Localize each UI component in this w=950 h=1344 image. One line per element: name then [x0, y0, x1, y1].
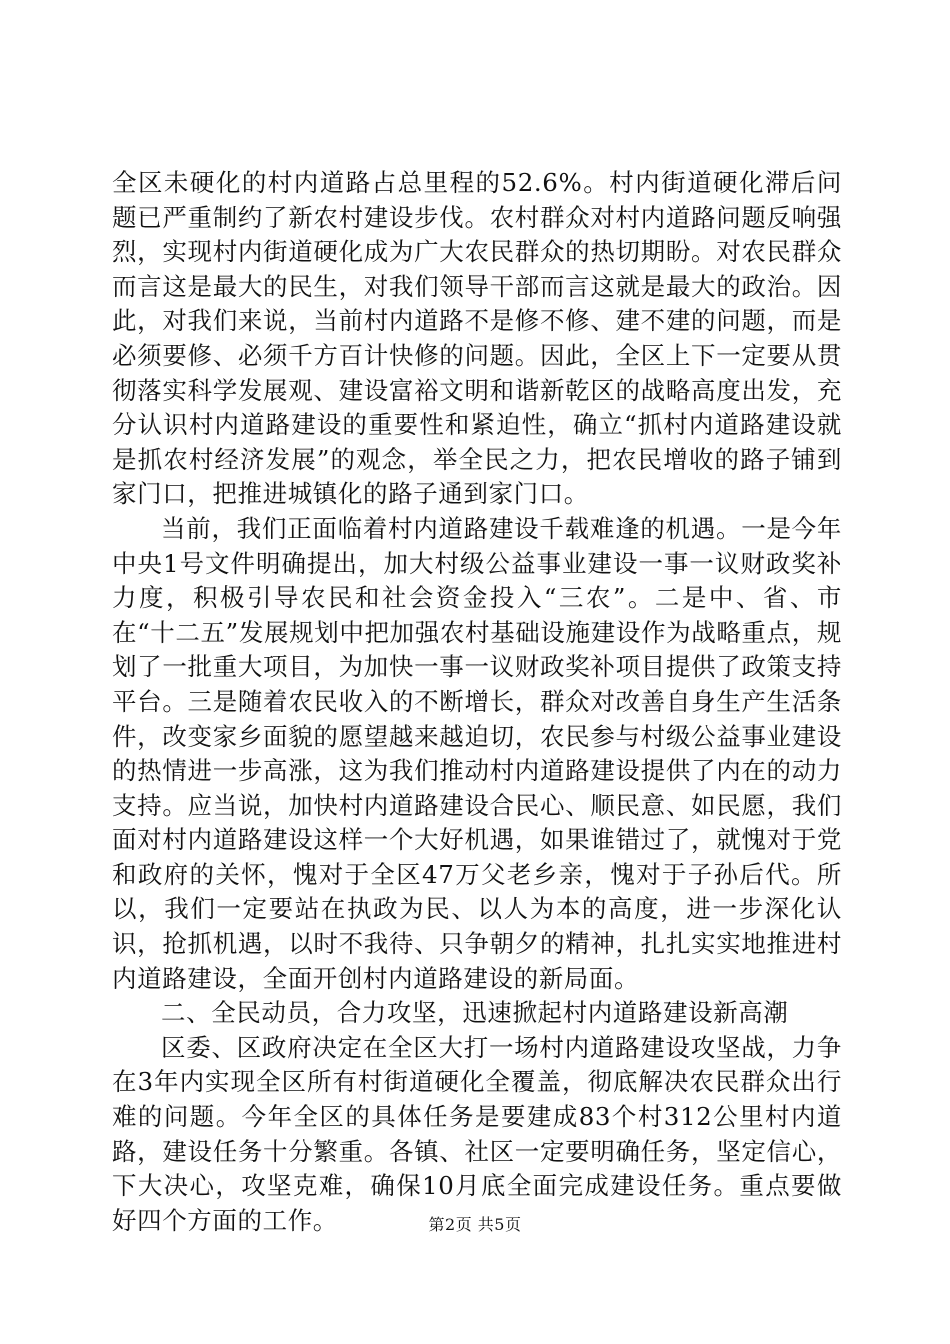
- page-number-footer: 第2页 共5页: [428, 1215, 522, 1234]
- paragraph-1: 全区未硬化的村内道路占总里程的52.6%。村内街道硬化滞后问题已严重制约了新农村建设步伐。农村群众对村内道路问题反响强烈，实现村内街道硬化成为广大农民群众的热切期盼。对农民群众而言这是最大的民生，对我们领导干部而言这就是最大的政治。因此，对我们来说，当前村内道路不是修不修、建不建的问题，而是必须要修、必须千方百计快修的问题。因此，全区上下一定要从贯彻落实科学发展观、建设富裕文明和谐新乾区的战略高度出发，充分认识村内道路建设的重要性和紧迫性，确立“抓村内道路建设就是抓农村经济发展”的观念，举全民之力，把农民增收的路子铺到家门口，把推进城镇化的路子通到家门口。: [112, 168, 842, 509]
- paragraph-3: 区委、区政府决定在全区大打一场村内道路建设攻坚战，力争在3年内实现全区所有村街道硬化全覆盖，彻底解决农民群众出行难的问题。今年全区的具体任务是要建成83个村312公里村内道路，建设任务十分繁重。各镇、社区一定要明确任务，坚定信心，下大决心，攻坚克难，确保10月底全面完成建设任务。重点要做好四个方面的工作。: [112, 1032, 842, 1235]
- section-heading: 二、全民动员，合力攻坚，迅速掀起村内道路建设新高潮: [161, 998, 789, 1028]
- paragraph-2: 当前，我们正面临着村内道路建设千载难逢的机遇。一是今年中央1号文件明确提出，加大村级公益事业建设一事一议财政奖补力度，积极引导农民和社会资金投入“三农”。二是中、省、市在“十二五”发展规划中把加强农村基础设施建设作为战略重点，规划了一批重大项目，为加快一事一议财政奖补项目提供了政策支持平台。三是随着农民收入的不断增长，群众对改善自身生产生活条件，改变家乡面貌的愿望越来越迫切，农民参与村级公益事业建设的热情进一步高涨，这为我们推动村内道路建设提供了内在的动力支持。应当说，加快村内道路建设合民心、顺民意、如民愿，我们面对村内道路建设这样一个大好机遇，如果谁错过了，就愧对于党和政府的关怀，愧对于全区47万父老乡亲，愧对于子孙后代。所以，我们一定要站在执政为民、以人为本的高度，进一步深化认识，抢抓机遇，以时不我待、只争朝夕的精神，扎扎实实地推进村内道路建设，全面开创村内道路建设的新局面。: [112, 513, 842, 993]
- document-body: [112, 166, 842, 1238]
